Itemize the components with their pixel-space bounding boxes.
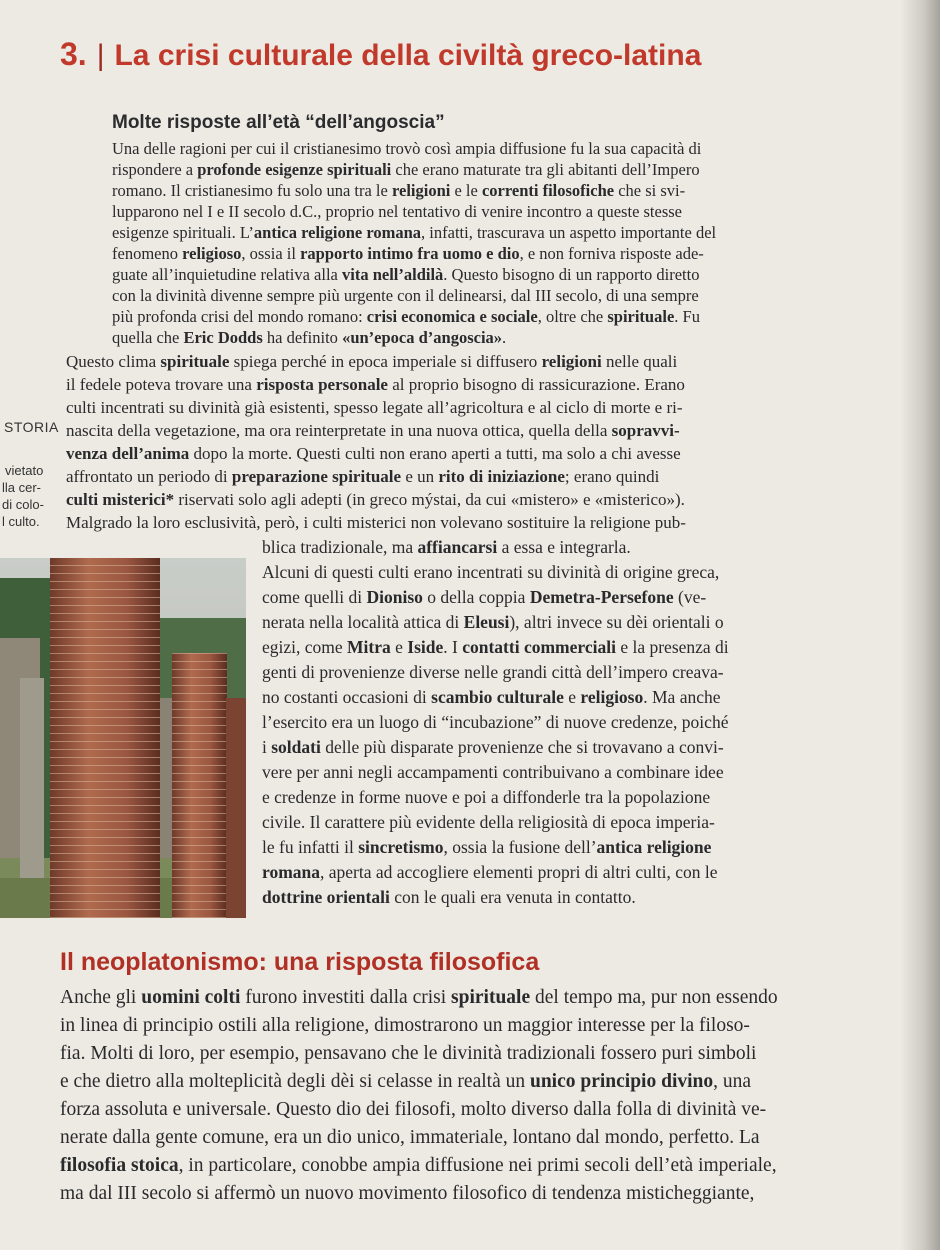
margin-heading-storia: STORIA	[4, 419, 59, 435]
text-line: guate all’inquietudine relativa alla vita nell’aldilà. Questo bisogno di un rapporto diretto	[112, 265, 700, 284]
text-line: i soldati delle più disparate provenienze che si trovavano a convi-	[262, 737, 724, 757]
section-number: 3.	[60, 36, 87, 72]
title-separator: |	[96, 39, 105, 72]
text-line: Questo clima spirituale spiega perché in epoca imperiale si diffusero religioni nelle quali	[66, 352, 678, 371]
text-line: quella che Eric Dodds ha definito «un’epoca d’angoscia».	[112, 328, 507, 347]
text-line: più profonda crisi del mondo romano: crisi economica e sociale, oltre che spirituale. Fu	[112, 307, 700, 326]
subhead-neoplatonismo: Il neoplatonismo: una risposta filosofica	[60, 948, 540, 976]
text-line: nerata nella località attica di Eleusi), altri invece su dèi orientali o	[262, 612, 724, 632]
text-line: come quelli di Dioniso o della coppia Demetra-Persefone (ve-	[262, 587, 707, 607]
section-title-text: La crisi culturale della civiltà greco-latina	[114, 39, 702, 72]
text-line: il fedele poteva trovare una risposta personale al proprio bisogno di rassicurazione. Erano	[66, 375, 685, 394]
book-spine-shadow	[900, 0, 940, 1250]
margin-line: lla cer-	[2, 480, 42, 495]
text-line: ma dal III secolo si affermò un nuovo movimento filosofico di tendenza misticheggiante,	[60, 1183, 755, 1204]
text-line: Anche gli uomini colti furono investiti dalla crisi spirituale del tempo ma, pur non essendo	[60, 987, 778, 1008]
text-line: e che dietro alla molteplicità degli dèi si celasse in realtà un unico principio divino, una	[60, 1071, 752, 1092]
text-line: esigenze spirituali. L’antica religione romana, infatti, trascurava un aspetto importante del	[112, 223, 717, 242]
text-line: genti di provenienze diverse nelle grandi città dell’impero creava-	[262, 662, 724, 682]
text-line: civile. Il carattere più evidente della religiosità di epoca imperia-	[262, 812, 715, 832]
text-line: romano. Il cristianesimo fu solo una tra le religioni e le correnti filosofiche che si svi-	[112, 181, 686, 200]
text-line: le fu infatti il sincretismo, ossia la fusione dell’antica religione	[262, 837, 712, 857]
text-line: con la divinità divenne sempre più urgente con il delinearsi, dal III secolo, di una sempre	[112, 286, 699, 305]
text-line: nascita della vegetazione, ma ora reinterpretate in una nuova ottica, quella della sopravvi-	[66, 421, 680, 440]
text-line: affrontato un periodo di preparazione spirituale e un rito di iniziazione; erano quindi	[66, 467, 660, 486]
text-line: Alcuni di questi culti erano incentrati su divinità di origine greca,	[262, 562, 720, 582]
text-line: blica tradizionale, ma affiancarsi a essa e integrarla.	[262, 537, 631, 557]
text-line: lupparono nel I e II secolo d.C., proprio nel tentativo di venire incontro a queste stesse	[112, 202, 683, 221]
text-line: nerate dalla gente comune, era un dio unico, immateriale, lontano dal mondo, perfetto. La	[60, 1127, 760, 1148]
text-line: rispondere a profonde esigenze spirituali che erano maturate tra gli abitanti dell’Impero	[112, 160, 700, 179]
text-line: no costanti occasioni di scambio culturale e religioso. Ma anche	[262, 687, 721, 707]
text-line: vere per anni negli accampamenti contribuivano a combinare idee	[262, 762, 724, 782]
margin-line: l culto.	[2, 514, 40, 529]
text-line: l’esercito era un luogo di “incubazione” di nuove credenze, poiché	[262, 712, 729, 732]
text-line: Malgrado la loro esclusività, però, i culti misterici non volevano sostituire la religione pub-	[66, 513, 686, 532]
section-title	[60, 36, 701, 73]
roman-columns-photo	[0, 558, 246, 918]
text-line: forza assoluta e universale. Questo dio dei filosofi, molto diverso dalla folla di divinità ve-	[60, 1099, 767, 1120]
text-line: dottrine orientali con le quali era venuta in contatto.	[262, 887, 636, 907]
text-line: egizi, come Mitra e Iside. I contatti commerciali e la presenza di	[262, 637, 729, 657]
margin-line: vietato	[5, 463, 44, 478]
text-line: culti incentrati su divinità già esistenti, spesso legate all’agricoltura e al ciclo di morte e ri-	[66, 398, 683, 417]
text-line: culti misterici* riservati solo agli adepti (in greco mýstai, da cui «mistero» e «misterico»).	[66, 490, 685, 509]
text-line: Una delle ragioni per cui il cristianesimo trovò così ampia diffusione fu la sua capacità di	[112, 139, 702, 158]
subhead-eta-angoscia: Molte risposte all’età “dell’angoscia”	[112, 112, 445, 133]
margin-line: di colo-	[2, 497, 44, 512]
text-line: fenomeno religioso, ossia il rapporto intimo fra uomo e dio, e non forniva risposte ade-	[112, 244, 704, 263]
text-line: e credenze in forme nuove e poi a diffonderle tra la popolazione	[262, 787, 711, 807]
text-line: romana, aperta ad accogliere elementi propri di altri culti, con le	[262, 862, 718, 882]
text-line: in linea di principio ostili alla religione, dimostrarono un maggior interesse per la filoso-	[60, 1015, 750, 1036]
text-line: filosofia stoica, in particolare, conobbe ampia diffusione nei primi secoli dell’età imperiale,	[60, 1155, 777, 1176]
text-line: fia. Molti di loro, per esempio, pensavano che le divinità tradizionali fossero puri simboli	[60, 1043, 757, 1064]
text-line: venza dell’anima dopo la morte. Questi culti non erano aperti a tutti, ma solo a chi avesse	[66, 444, 681, 463]
